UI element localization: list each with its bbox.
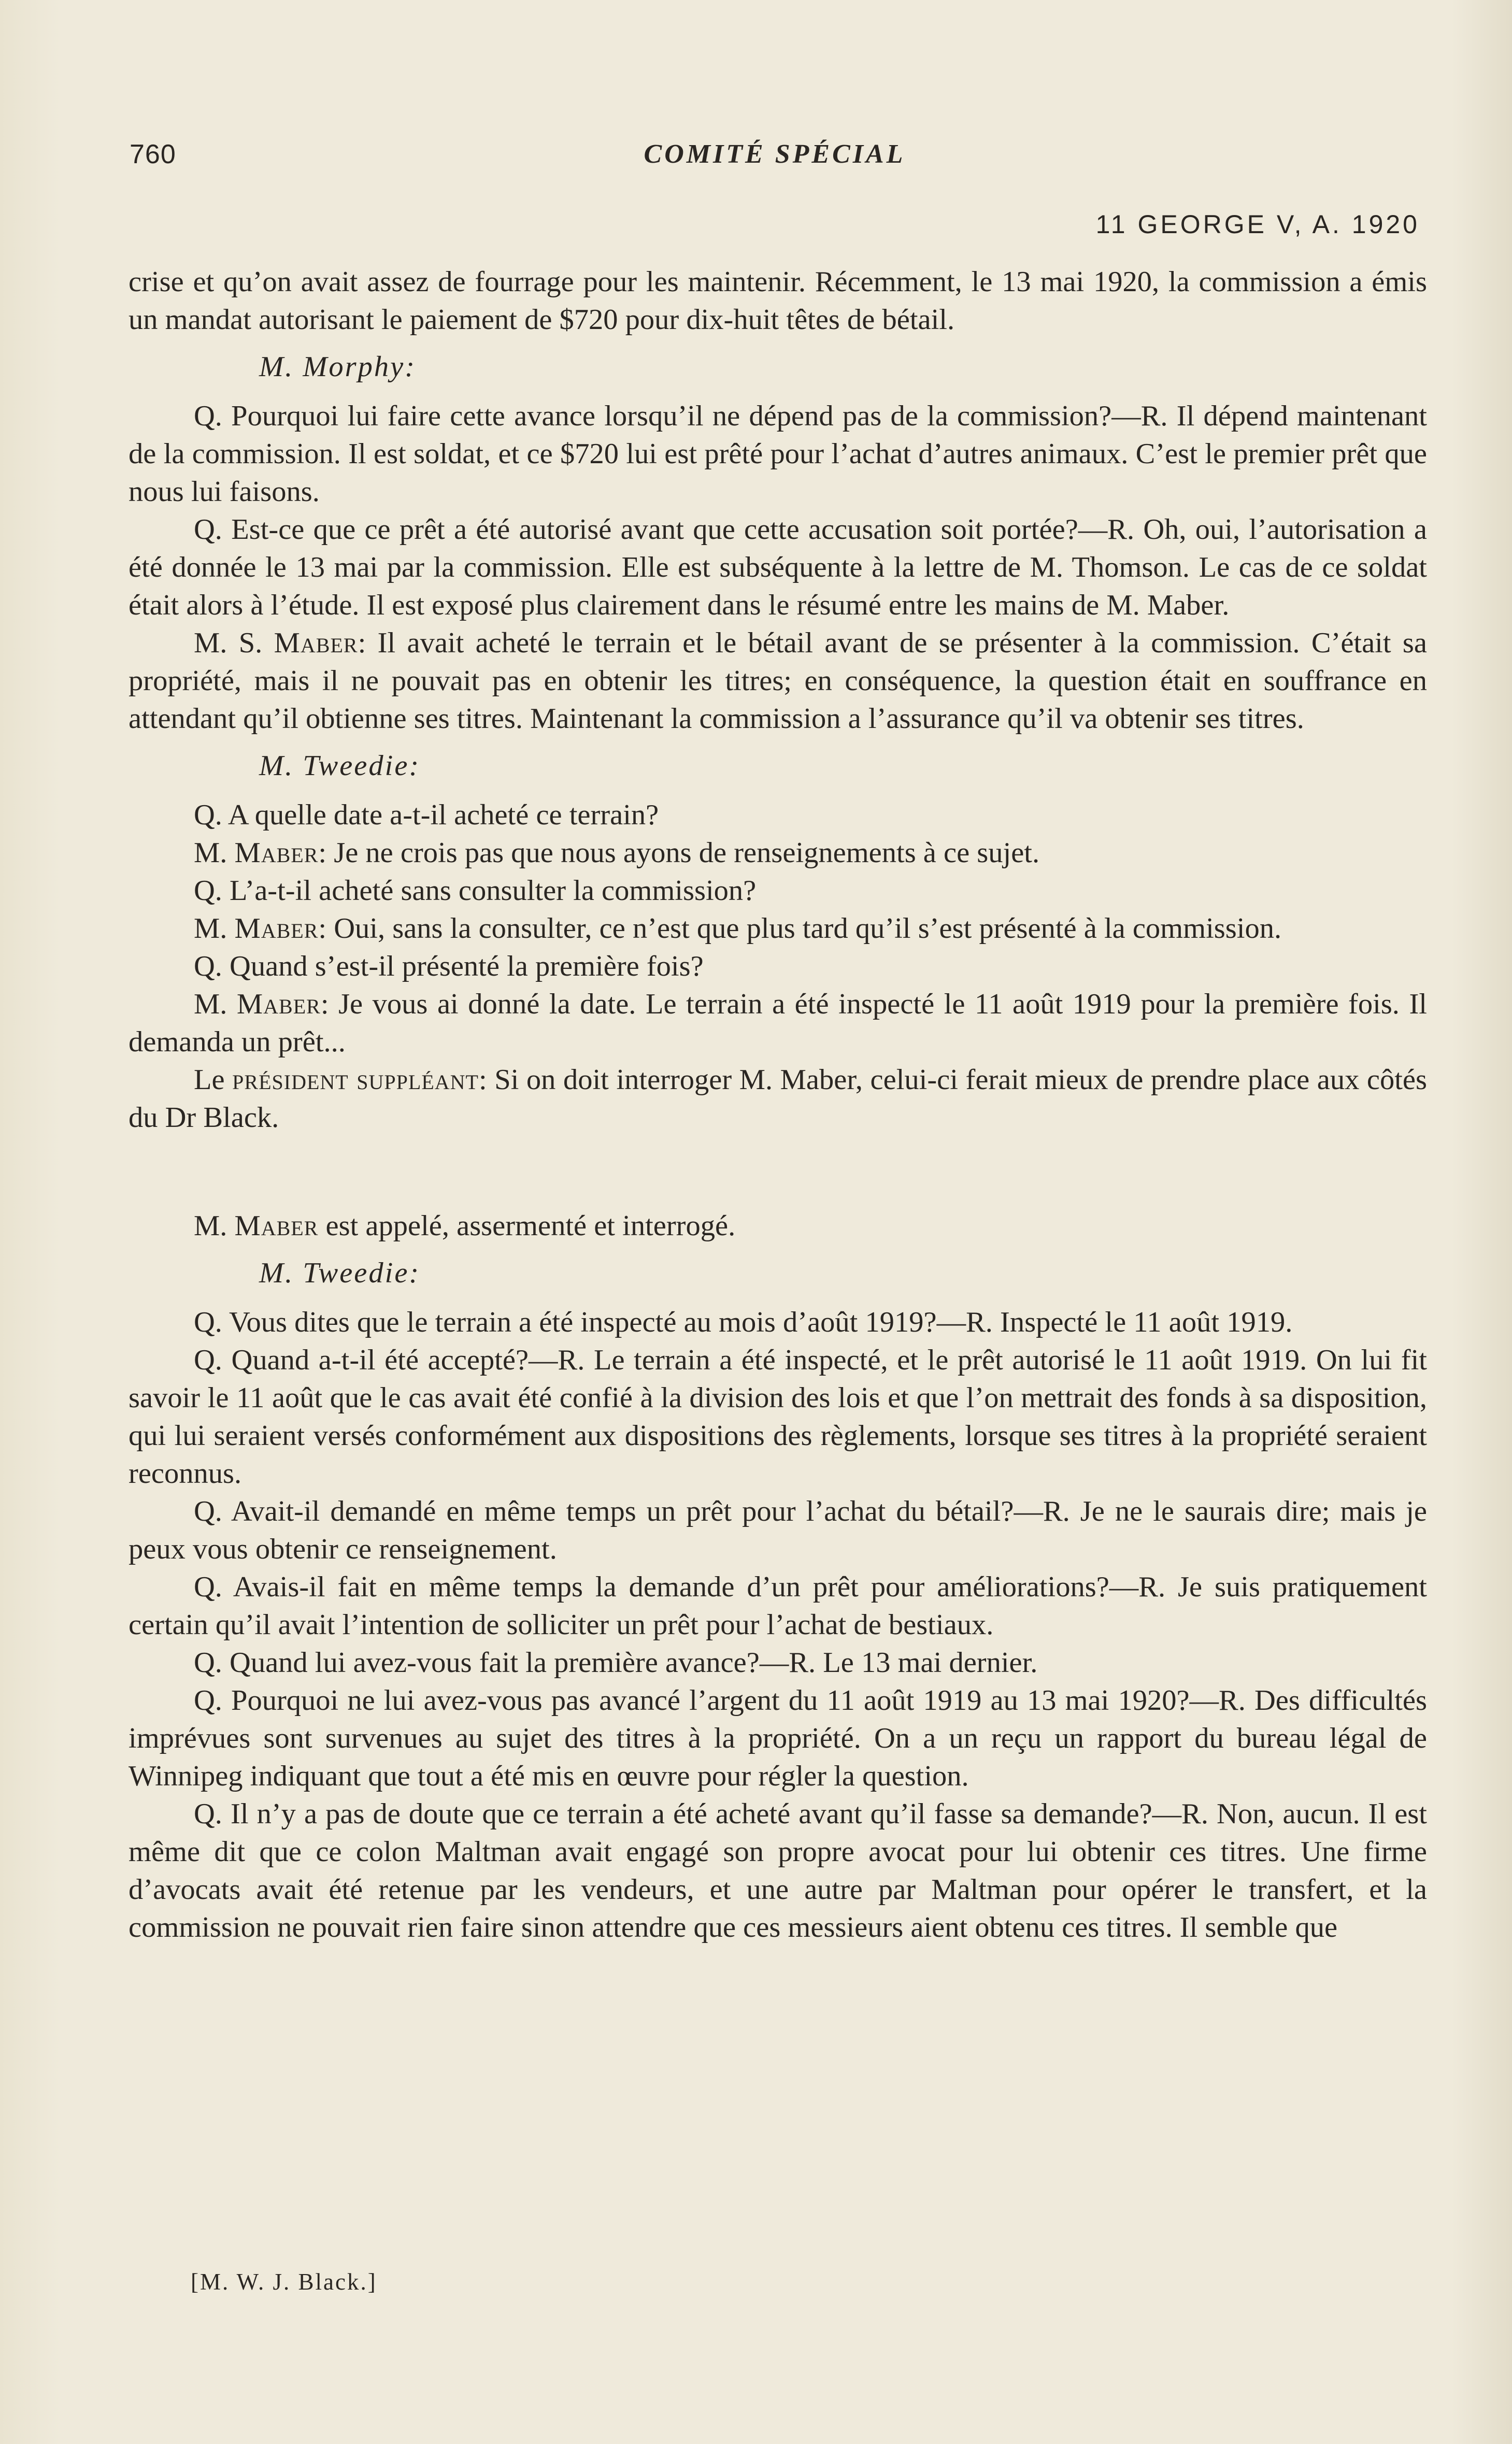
footer-witness: [M. W. J. Black.] bbox=[191, 2269, 377, 2295]
speaker-prefix: M. S. bbox=[194, 627, 274, 659]
paragraph: Q. Pourquoi ne lui avez-vous pas avancé l’argent du 11 août 1919 au 13 mai 1920?—R. Des difficultés imprévues sont survenues au sujet des titres à la propriété. On a un reçu un rapport du bureau légal de Winnipeg indiquant que tout a été mis en œuvre pour régler la question. bbox=[129, 1684, 1427, 1792]
paragraph-text: : Je ne crois pas que nous ayons de renseignements à ce sujet. bbox=[318, 837, 1040, 869]
paragraph: Q. Il n’y a pas de doute que ce terrain a été acheté avant qu’il fasse sa demande?—R. Non, aucun. Il est même dit que ce colon Maltman avait engagé son propre avocat pour lui obtenir ces titres. Une firme d’avocats avait été retenue par les vendeurs, et une autre par Maltman pour opérer le transfert, et la commission ne pouvait rien faire sinon attendre que ces messieurs aient obtenu ces titres. Il semble que bbox=[129, 1798, 1427, 1943]
section-gap bbox=[129, 1137, 1427, 1207]
paragraph bbox=[129, 624, 1427, 738]
paragraph: Q. A quelle date a-t-il acheté ce terrain? bbox=[194, 799, 659, 831]
paragraph-text: : Si on doit interroger M. Maber, celui-ci ferait mieux de prendre place aux côtés du Dr Black. bbox=[129, 1064, 1427, 1134]
speaker-name: Maber bbox=[234, 837, 319, 869]
paragraph bbox=[129, 834, 1427, 872]
session-line: 11 GEORGE V, A. 1920 bbox=[1095, 210, 1420, 239]
running-title: COMITÉ SPÉCIAL bbox=[644, 139, 906, 169]
speaker-prefix: M. bbox=[194, 988, 237, 1020]
paragraph: Q. Quand s’est-il présenté la première fois? bbox=[194, 950, 704, 982]
speaker-prefix: Le bbox=[194, 1064, 233, 1096]
speaker-prefix: M. bbox=[194, 912, 235, 945]
paragraph bbox=[129, 910, 1427, 948]
paragraph: Q. Avais-il fait en même temps la demande d’un prêt pour améliorations?—R. Je suis pratiquement certain qu’il avait l’intention de solliciter un prêt pour l’achat de bestiaux. bbox=[129, 1571, 1427, 1641]
paragraph: Q. Est-ce que ce prêt a été autorisé avant que cette accusation soit portée?—R. Oh, oui, l’autorisation a été donnée le 13 mai par la commission. Elle est subséquente à la lettre de M. Thomson. Le cas de ce soldat était alors à l’étude. Il est exposé plus clairement dans le résumé entre les mains de M. Maber. bbox=[129, 513, 1427, 621]
speaker-name: président suppléant bbox=[232, 1064, 479, 1096]
page-number: 760 bbox=[130, 139, 176, 169]
body-text bbox=[129, 263, 1427, 1947]
speaker-name: Maber bbox=[274, 627, 358, 659]
speaker-name: Maber bbox=[234, 1210, 319, 1242]
speaker-name: Maber bbox=[234, 912, 319, 945]
paragraph: Q. Avait-il demandé en même temps un prêt pour l’achat du bétail?—R. Je ne le saurais dire; mais je peux vous obtenir ce renseignement. bbox=[129, 1495, 1427, 1565]
speaker-prefix: M. bbox=[194, 837, 235, 869]
speaker-heading: M. Tweedie: bbox=[259, 1257, 421, 1289]
paragraph bbox=[129, 1061, 1427, 1137]
paragraph: Q. Pourquoi lui faire cette avance lorsqu’il ne dépend pas de la commission?—R. Il dépend maintenant de la commission. Il est soldat, et ce $720 lui est prêté pour l’achat d’autres animaux. C’est le premier prêt que nous lui faisons. bbox=[129, 400, 1427, 508]
speaker-heading: M. Morphy: bbox=[259, 351, 417, 383]
speaker-prefix: M. bbox=[194, 1210, 235, 1242]
speaker-heading: M. Tweedie: bbox=[259, 750, 421, 782]
paragraph-text: : Oui, sans la consulter, ce n’est que plus tard qu’il s’est présenté à la commission. bbox=[318, 912, 1282, 945]
paragraph bbox=[129, 1207, 1427, 1245]
page-header bbox=[130, 139, 1420, 175]
paragraph-text: : Il avait acheté le terrain et le bétail avant de se présenter à la commission. C’était sa propriété, mais il ne pouvait pas en obtenir les titres; en conséquence, la question était en souffrance en attendant qu’il obtienne ses titres. Maintenant la commission a l’assurance qu’il va obtenir ses titres. bbox=[129, 627, 1427, 735]
paragraph bbox=[129, 985, 1427, 1061]
paragraph: Q. Vous dites que le terrain a été inspecté au mois d’août 1919?—R. Inspecté le 11 août 1919. bbox=[194, 1306, 1293, 1338]
speaker-name: Maber bbox=[236, 988, 321, 1020]
continuation-paragraph: crise et qu’on avait assez de fourrage pour les maintenir. Récemment, le 13 mai 1920, la commission a émis un mandat autorisant le paiement de $720 pour dix-huit têtes de bétail. bbox=[129, 266, 1427, 336]
paragraph: Q. L’a-t-il acheté sans consulter la commission? bbox=[194, 875, 757, 907]
paragraph-text: est appelé, assermenté et interrogé. bbox=[318, 1210, 736, 1242]
paragraph: Q. Quand a-t-il été accepté?—R. Le terrain a été inspecté, et le prêt autorisé le 11 août 1919. On lui fit savoir le 11 août que le cas avait été confié à la division des lois et que l’on mettrait des fonds à sa disposition, qui lui seraient versés conformément aux dispositions des règlements, lorsque ses titres à la propriété seraient reconnus. bbox=[129, 1344, 1427, 1490]
paragraph: Q. Quand lui avez-vous fait la première avance?—R. Le 13 mai dernier. bbox=[194, 1647, 1038, 1679]
paragraph-text: : Je vous ai donné la date. Le terrain a été inspecté le 11 août 1919 pour la première fois. Il demanda un prêt... bbox=[129, 988, 1427, 1058]
